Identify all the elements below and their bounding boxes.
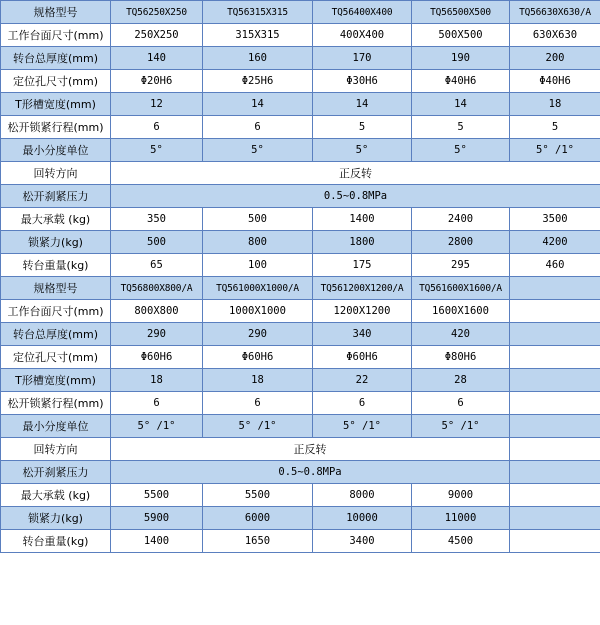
value-cell: 500X500 — [412, 24, 510, 47]
table-row — [1, 254, 600, 277]
value-cell: 5° — [203, 139, 313, 162]
empty-cell — [510, 461, 600, 484]
row-label: 松开刹紧压力 — [1, 461, 111, 484]
row-label: 锁紧力(kg) — [1, 231, 111, 254]
value-cell — [510, 346, 600, 369]
value-cell: 4500 — [412, 530, 510, 553]
value-cell: 500 — [203, 208, 313, 231]
value-cell: Φ60H6 — [313, 346, 412, 369]
brake-pressure-row — [1, 185, 600, 208]
model-cell: TQ56800X800/A — [111, 277, 203, 300]
value-cell — [510, 530, 600, 553]
value-cell: 175 — [313, 254, 412, 277]
model-cell: TQ56315X315 — [203, 1, 313, 24]
row-label: 最小分度单位 — [1, 415, 111, 438]
row-label: 最大承载 (kg) — [1, 208, 111, 231]
value-cell: 65 — [111, 254, 203, 277]
value-cell: 340 — [313, 323, 412, 346]
value-cell: 1000X1000 — [203, 300, 313, 323]
value-cell: 5° /1° — [111, 415, 203, 438]
value-cell: 5° /1° — [203, 415, 313, 438]
value-cell: 5500 — [111, 484, 203, 507]
table-row — [1, 24, 600, 47]
value-cell: 2400 — [412, 208, 510, 231]
table-row — [1, 415, 600, 438]
value-cell: 100 — [203, 254, 313, 277]
model-cell: TQ56500X500 — [412, 1, 510, 24]
value-cell: 22 — [313, 369, 412, 392]
value-cell: 18 — [203, 369, 313, 392]
row-label: 转台重量(kg) — [1, 530, 111, 553]
value-cell: 6 — [412, 392, 510, 415]
value-cell: 1200X1200 — [313, 300, 412, 323]
value-cell: 14 — [203, 93, 313, 116]
header-label: 规格型号 — [1, 277, 111, 300]
table-row — [1, 70, 600, 93]
value-cell: 800X800 — [111, 300, 203, 323]
row-label: 回转方向 — [1, 162, 111, 185]
brake-pressure-value: 0.5~0.8MPa — [111, 461, 510, 484]
value-cell: 18 — [510, 93, 600, 116]
value-cell: 6 — [313, 392, 412, 415]
value-cell: 200 — [510, 47, 600, 70]
header-label: 规格型号 — [1, 1, 111, 24]
row-label: 最大承载 (kg) — [1, 484, 111, 507]
value-cell — [510, 323, 600, 346]
value-cell: 290 — [111, 323, 203, 346]
value-cell: 295 — [412, 254, 510, 277]
model-cell: TQ56400X400 — [313, 1, 412, 24]
value-cell: 5900 — [111, 507, 203, 530]
value-cell: Φ80H6 — [412, 346, 510, 369]
value-cell: 5° /1° — [313, 415, 412, 438]
value-cell: 190 — [412, 47, 510, 70]
rotation-row — [1, 162, 600, 185]
value-cell: 1800 — [313, 231, 412, 254]
value-cell: 14 — [412, 93, 510, 116]
row-label: 松开刹紧压力 — [1, 185, 111, 208]
value-cell: 9000 — [412, 484, 510, 507]
model-cell: TQ561000X1000/A — [203, 277, 313, 300]
value-cell: 5° — [412, 139, 510, 162]
value-cell: 5° /1° — [510, 139, 600, 162]
block1-header-row — [1, 1, 600, 24]
value-cell: 18 — [111, 369, 203, 392]
value-cell: 8000 — [313, 484, 412, 507]
value-cell: 5 — [510, 116, 600, 139]
value-cell: 5° — [111, 139, 203, 162]
value-cell — [510, 507, 600, 530]
value-cell — [510, 415, 600, 438]
value-cell: 3500 — [510, 208, 600, 231]
row-label: 转台重量(kg) — [1, 254, 111, 277]
model-cell: TQ561600X1600/A — [412, 277, 510, 300]
row-label: T形槽宽度(mm) — [1, 93, 111, 116]
value-cell: 5500 — [203, 484, 313, 507]
value-cell: Φ40H6 — [412, 70, 510, 93]
value-cell: 350 — [111, 208, 203, 231]
row-label: 转台总厚度(mm) — [1, 47, 111, 70]
row-label: 工作台面尺寸(mm) — [1, 300, 111, 323]
value-cell: 14 — [313, 93, 412, 116]
table-row — [1, 231, 600, 254]
value-cell: Φ60H6 — [203, 346, 313, 369]
value-cell: 6000 — [203, 507, 313, 530]
value-cell: 3400 — [313, 530, 412, 553]
value-cell: 140 — [111, 47, 203, 70]
value-cell: 28 — [412, 369, 510, 392]
model-cell: TQ561200X1200/A — [313, 277, 412, 300]
brake-pressure-value: 0.5~0.8MPa — [111, 185, 600, 208]
rotation-row — [1, 438, 600, 461]
table-row — [1, 507, 600, 530]
value-cell: 290 — [203, 323, 313, 346]
table-row — [1, 93, 600, 116]
row-label: 锁紧力(kg) — [1, 507, 111, 530]
value-cell: 6 — [203, 116, 313, 139]
row-label: 回转方向 — [1, 438, 111, 461]
row-label: 松开锁紧行程(mm) — [1, 392, 111, 415]
value-cell: 250X250 — [111, 24, 203, 47]
table-row — [1, 484, 600, 507]
brake-pressure-row — [1, 461, 600, 484]
value-cell: 1400 — [111, 530, 203, 553]
rotation-value: 正反转 — [111, 162, 600, 185]
table-row — [1, 392, 600, 415]
model-cell — [510, 277, 600, 300]
table-row — [1, 47, 600, 70]
value-cell: 10000 — [313, 507, 412, 530]
value-cell — [510, 392, 600, 415]
value-cell: 6 — [203, 392, 313, 415]
value-cell: 420 — [412, 323, 510, 346]
value-cell: 5 — [313, 116, 412, 139]
value-cell: 2800 — [412, 231, 510, 254]
table-row — [1, 208, 600, 231]
value-cell: 170 — [313, 47, 412, 70]
value-cell: 500 — [111, 231, 203, 254]
rotation-value: 正反转 — [111, 438, 510, 461]
value-cell: 1400 — [313, 208, 412, 231]
table-row — [1, 116, 600, 139]
value-cell: 11000 — [412, 507, 510, 530]
model-cell: TQ56250X250 — [111, 1, 203, 24]
value-cell: Φ20H6 — [111, 70, 203, 93]
empty-cell — [510, 438, 600, 461]
row-label: 最小分度单位 — [1, 139, 111, 162]
value-cell — [510, 369, 600, 392]
value-cell: 12 — [111, 93, 203, 116]
value-cell: 1650 — [203, 530, 313, 553]
row-label: T形槽宽度(mm) — [1, 369, 111, 392]
value-cell: 5° /1° — [412, 415, 510, 438]
value-cell: 5 — [412, 116, 510, 139]
model-cell: TQ56630X630/A — [510, 1, 600, 24]
table-row — [1, 300, 600, 323]
value-cell: 160 — [203, 47, 313, 70]
value-cell: Φ25H6 — [203, 70, 313, 93]
value-cell — [510, 300, 600, 323]
value-cell: 4200 — [510, 231, 600, 254]
value-cell: 6 — [111, 116, 203, 139]
table-row — [1, 323, 600, 346]
value-cell: 315X315 — [203, 24, 313, 47]
value-cell — [510, 484, 600, 507]
value-cell: 630X630 — [510, 24, 600, 47]
value-cell: 800 — [203, 231, 313, 254]
value-cell: 1600X1600 — [412, 300, 510, 323]
row-label: 转台总厚度(mm) — [1, 323, 111, 346]
table-row — [1, 346, 600, 369]
value-cell: Φ60H6 — [111, 346, 203, 369]
value-cell: 400X400 — [313, 24, 412, 47]
row-label: 定位孔尺寸(mm) — [1, 70, 111, 93]
table-row — [1, 369, 600, 392]
value-cell: Φ30H6 — [313, 70, 412, 93]
row-label: 定位孔尺寸(mm) — [1, 346, 111, 369]
value-cell: 5° — [313, 139, 412, 162]
table-row — [1, 530, 600, 553]
table-row — [1, 139, 600, 162]
row-label: 松开锁紧行程(mm) — [1, 116, 111, 139]
value-cell: 460 — [510, 254, 600, 277]
value-cell: 6 — [111, 392, 203, 415]
row-label: 工作台面尺寸(mm) — [1, 24, 111, 47]
value-cell: Φ40H6 — [510, 70, 600, 93]
block2-header-row — [1, 277, 600, 300]
